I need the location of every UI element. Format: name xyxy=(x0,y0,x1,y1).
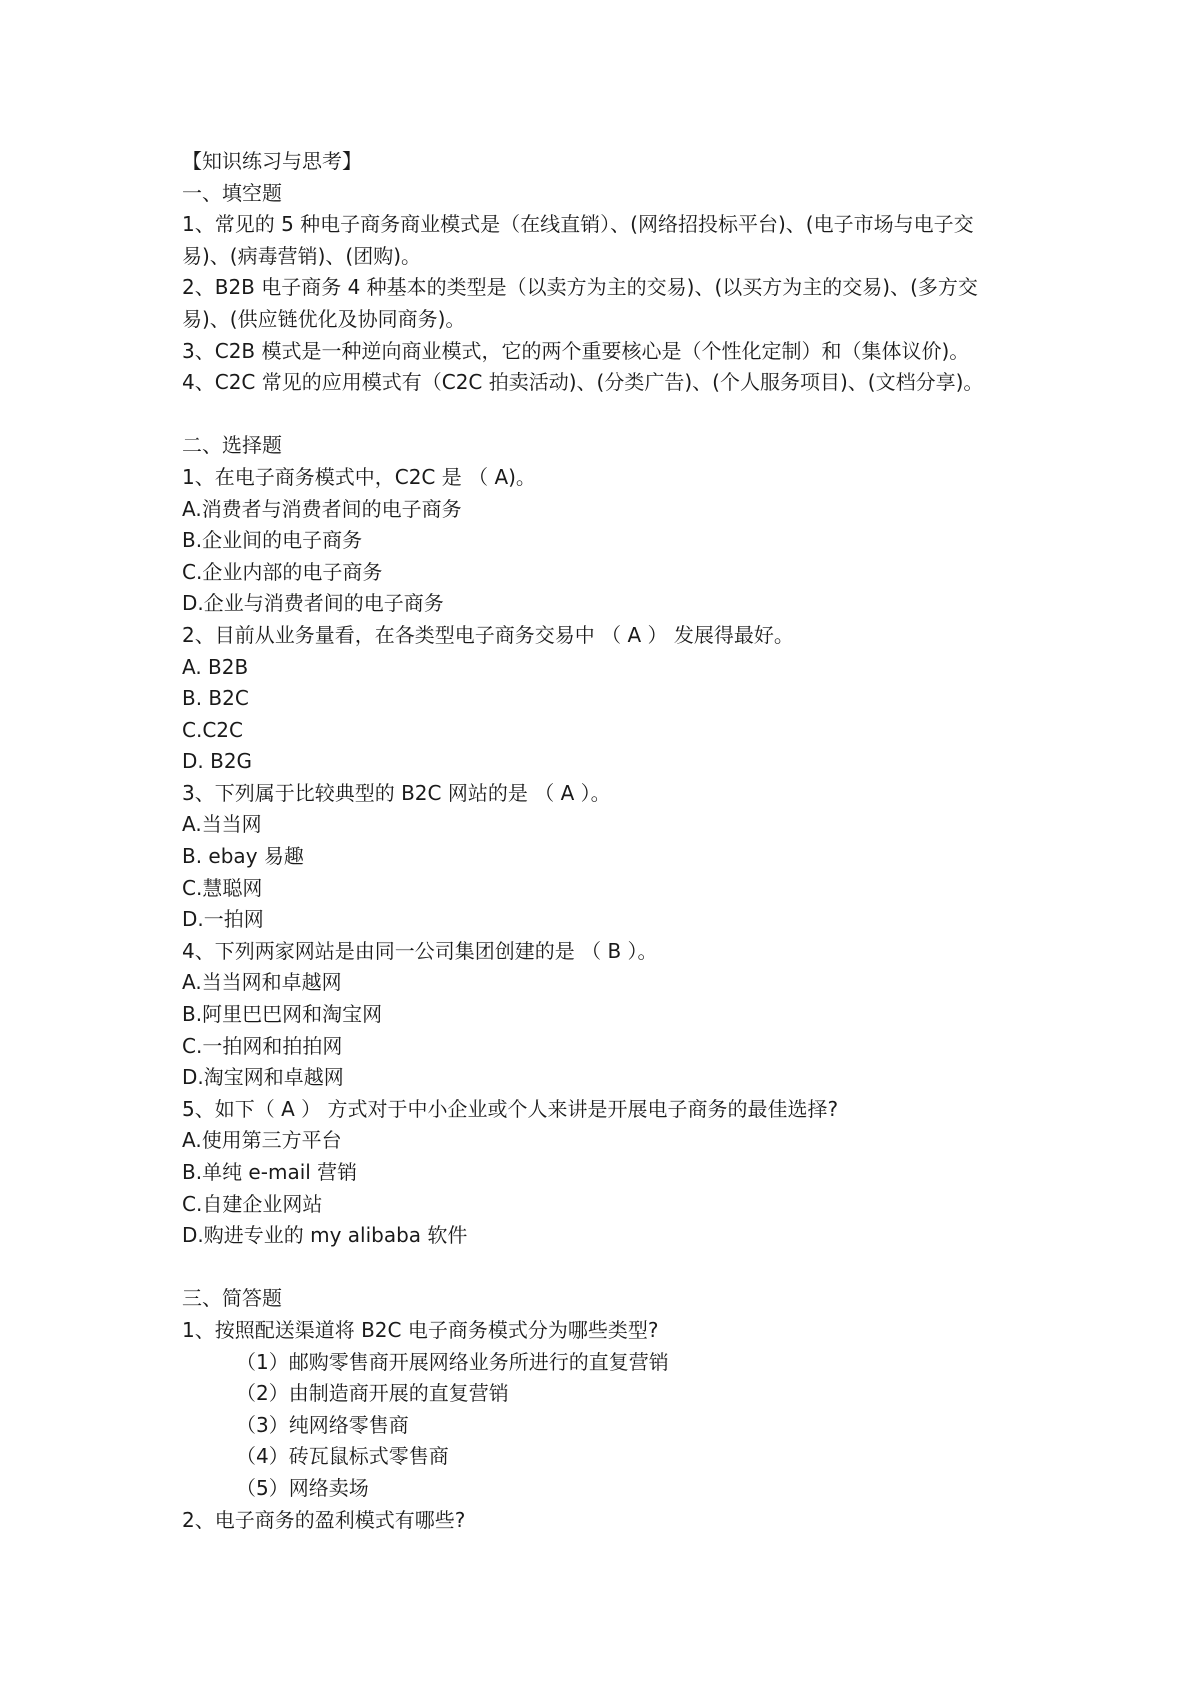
choice-q1: 1、在电子商务模式中，C2C 是 （ A)。 xyxy=(182,464,536,489)
section-short-answer-heading: 三、简答题 xyxy=(182,1286,282,1311)
choice-q2-option-b: B. B2C xyxy=(182,686,249,711)
fill-blank-q1-line2: 易)、(病毒营销)、(团购)。 xyxy=(182,243,422,268)
choice-q3-option-c: C.慧聪网 xyxy=(182,875,263,900)
short-answer-q1-item: （1）邮购零售商开展网络业务所进行的直复营销 xyxy=(236,1349,669,1374)
fill-blank-q2-line2: 易)、(供应链优化及协同商务)。 xyxy=(182,306,466,331)
doc-title: 【知识练习与思考】 xyxy=(182,149,362,173)
choice-q5-option-d: D.购进专业的 my alibaba 软件 xyxy=(182,1223,468,1248)
choice-q1-option-a: A.消费者与消费者间的电子商务 xyxy=(182,496,462,521)
choice-q2: 2、目前从业务量看，在各类型电子商务交易中 （ A ） 发展得最好。 xyxy=(182,622,794,647)
fill-blank-q4: 4、C2C 常见的应用模式有（C2C 拍卖活动)、(分类广告)、(个人服务项目)、(文档分享)。 xyxy=(182,370,984,395)
short-answer-q1-item: （4）砖瓦鼠标式零售商 xyxy=(236,1444,449,1469)
spacer xyxy=(182,1252,1032,1284)
document-page xyxy=(182,146,1032,1536)
choice-q1-option-b: B.企业间的电子商务 xyxy=(182,528,363,553)
short-answer-q1-item: （3）纯网络零售商 xyxy=(236,1412,409,1437)
section-choice-heading: 二、选择题 xyxy=(182,433,282,458)
choice-q5: 5、如下（ A ） 方式对于中小企业或个人来讲是开展电子商务的最佳选择? xyxy=(182,1096,839,1121)
choice-q4-option-a: A.当当网和卓越网 xyxy=(182,970,342,995)
choice-q5-option-a: A.使用第三方平台 xyxy=(182,1128,342,1153)
choice-q5-option-c: C.自建企业网站 xyxy=(182,1191,323,1216)
choice-q1-option-c: C.企业内部的电子商务 xyxy=(182,559,383,584)
choice-q3-option-d: D.一拍网 xyxy=(182,907,264,932)
short-answer-q1-item: （5）网络卖场 xyxy=(236,1475,369,1500)
short-answer-q1: 1、按照配送渠道将 B2C 电子商务模式分为哪些类型? xyxy=(182,1317,659,1342)
spacer xyxy=(182,399,1032,431)
choice-q1-option-d: D.企业与消费者间的电子商务 xyxy=(182,591,444,616)
choice-q2-option-c: C.C2C xyxy=(182,717,243,742)
fill-blank-q1-line1: 1、常见的 5 种电子商务商业模式是（在线直销）、(网络招投标平台)、(电子市场与电子交 xyxy=(182,212,974,237)
section-fill-blank-heading: 一、填空题 xyxy=(182,180,282,205)
short-answer-q1-item: （2）由制造商开展的直复营销 xyxy=(236,1381,509,1406)
choice-q4-option-c: C.一拍网和拍拍网 xyxy=(182,1033,343,1058)
choice-q4: 4、下列两家网站是由同一公司集团创建的是 （ B ）。 xyxy=(182,938,658,963)
choice-q4-option-d: D.淘宝网和卓越网 xyxy=(182,1065,344,1090)
choice-q2-option-a: A. B2B xyxy=(182,654,249,679)
choice-q5-option-b: B.单纯 e-mail 营销 xyxy=(182,1160,358,1184)
fill-blank-q3: 3、C2B 模式是一种逆向商业模式，它的两个重要核心是（个性化定制）和（集体议价)。 xyxy=(182,338,970,363)
choice-q3-option-a: A.当当网 xyxy=(182,812,262,837)
choice-q3-option-b: B. ebay 易趣 xyxy=(182,844,304,869)
choice-q4-option-b: B.阿里巴巴网和淘宝网 xyxy=(182,1002,383,1027)
choice-q2-option-d: D. B2G xyxy=(182,749,253,774)
choice-q3: 3、下列属于比较典型的 B2C 网站的是 （ A ）。 xyxy=(182,780,611,805)
short-answer-q2: 2、电子商务的盈利模式有哪些? xyxy=(182,1507,466,1532)
fill-blank-q2-line1: 2、B2B 电子商务 4 种基本的类型是（以卖方为主的交易)、(以买方为主的交易)、(多方交 xyxy=(182,275,978,300)
